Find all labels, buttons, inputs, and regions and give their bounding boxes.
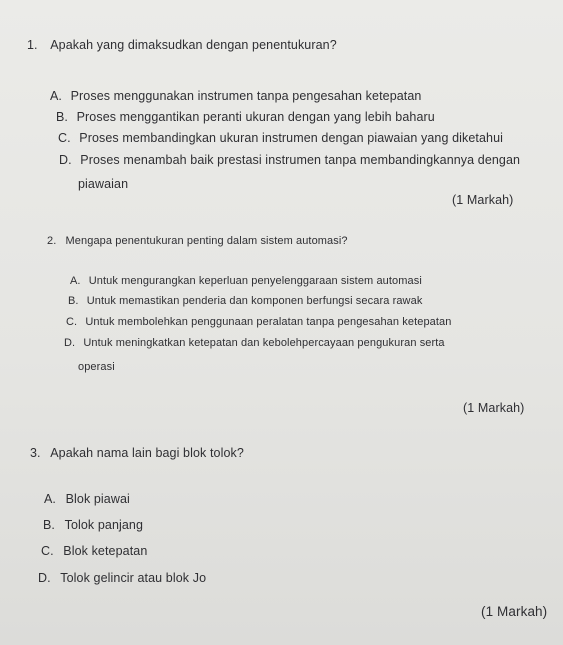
option-text: Proses menggantikan peranti ukuran dengan yang lebih baharu xyxy=(76,110,435,124)
option-text: Proses menambah baik prestasi instrumen tanpa membandingkannya dengan xyxy=(80,153,521,167)
option-b[interactable] xyxy=(68,295,422,307)
option-text: Tolok panjang xyxy=(64,518,144,532)
option-text: Untuk memastikan penderia dan komponen berfungsi secara rawak xyxy=(86,295,423,307)
option-text: Untuk mengurangkan keperluan penyelenggaraan sistem automasi xyxy=(88,275,422,287)
option-text: Blok ketepatan xyxy=(63,544,148,558)
option-letter: B. xyxy=(56,110,69,124)
option-c[interactable] xyxy=(66,316,451,328)
question-3-stem xyxy=(30,446,244,460)
option-letter: D. xyxy=(59,153,72,167)
question-text: Apakah nama lain bagi blok tolok? xyxy=(50,446,244,460)
option-letter: D. xyxy=(64,337,76,349)
option-a[interactable] xyxy=(70,275,422,287)
option-d[interactable] xyxy=(38,571,206,585)
option-letter: A. xyxy=(44,492,57,506)
option-letter: A. xyxy=(50,89,63,103)
option-letter: C. xyxy=(66,316,78,328)
marks-label: (1 Markah) xyxy=(481,604,548,619)
option-letter: D. xyxy=(38,571,51,585)
question-2-stem xyxy=(47,235,348,247)
option-d-continuation: piawaian xyxy=(78,177,129,191)
option-letter: B. xyxy=(68,295,79,307)
option-b[interactable] xyxy=(56,110,435,124)
option-text: Blok piawai xyxy=(65,492,130,506)
marks-label: (1 Markah) xyxy=(452,193,514,207)
option-c[interactable] xyxy=(58,131,503,145)
option-d[interactable] xyxy=(59,153,520,167)
option-d-continuation: operasi xyxy=(78,361,115,373)
option-text: Proses membandingkan ukuran instrumen dengan piawaian yang diketahui xyxy=(79,131,504,145)
question-text: Apakah yang dimaksudkan dengan penentukuran? xyxy=(50,38,337,52)
question-number: 3. xyxy=(30,446,41,460)
option-a[interactable] xyxy=(44,492,130,506)
question-number: 1. xyxy=(27,38,38,52)
option-b[interactable] xyxy=(43,518,143,532)
option-letter: C. xyxy=(58,131,71,145)
question-1-stem xyxy=(27,38,337,52)
option-text: Tolok gelincir atau blok Jo xyxy=(60,571,207,585)
option-a[interactable] xyxy=(50,89,421,103)
option-letter: C. xyxy=(41,544,54,558)
question-number: 2. xyxy=(47,235,57,247)
option-letter: A. xyxy=(70,275,81,287)
option-text: Proses menggunakan instrumen tanpa pengesahan ketepatan xyxy=(70,89,422,103)
option-c[interactable] xyxy=(41,544,147,558)
option-d[interactable] xyxy=(64,337,445,349)
option-text: Untuk membolehkan penggunaan peralatan tanpa pengesahan ketepatan xyxy=(85,316,452,328)
marks-label: (1 Markah) xyxy=(463,401,525,415)
option-letter: B. xyxy=(43,518,56,532)
option-text: Untuk meningkatkan ketepatan dan kebolehpercayaan pengukuran serta xyxy=(83,337,445,349)
question-text: Mengapa penentukuran penting dalam sistem automasi? xyxy=(65,235,348,247)
